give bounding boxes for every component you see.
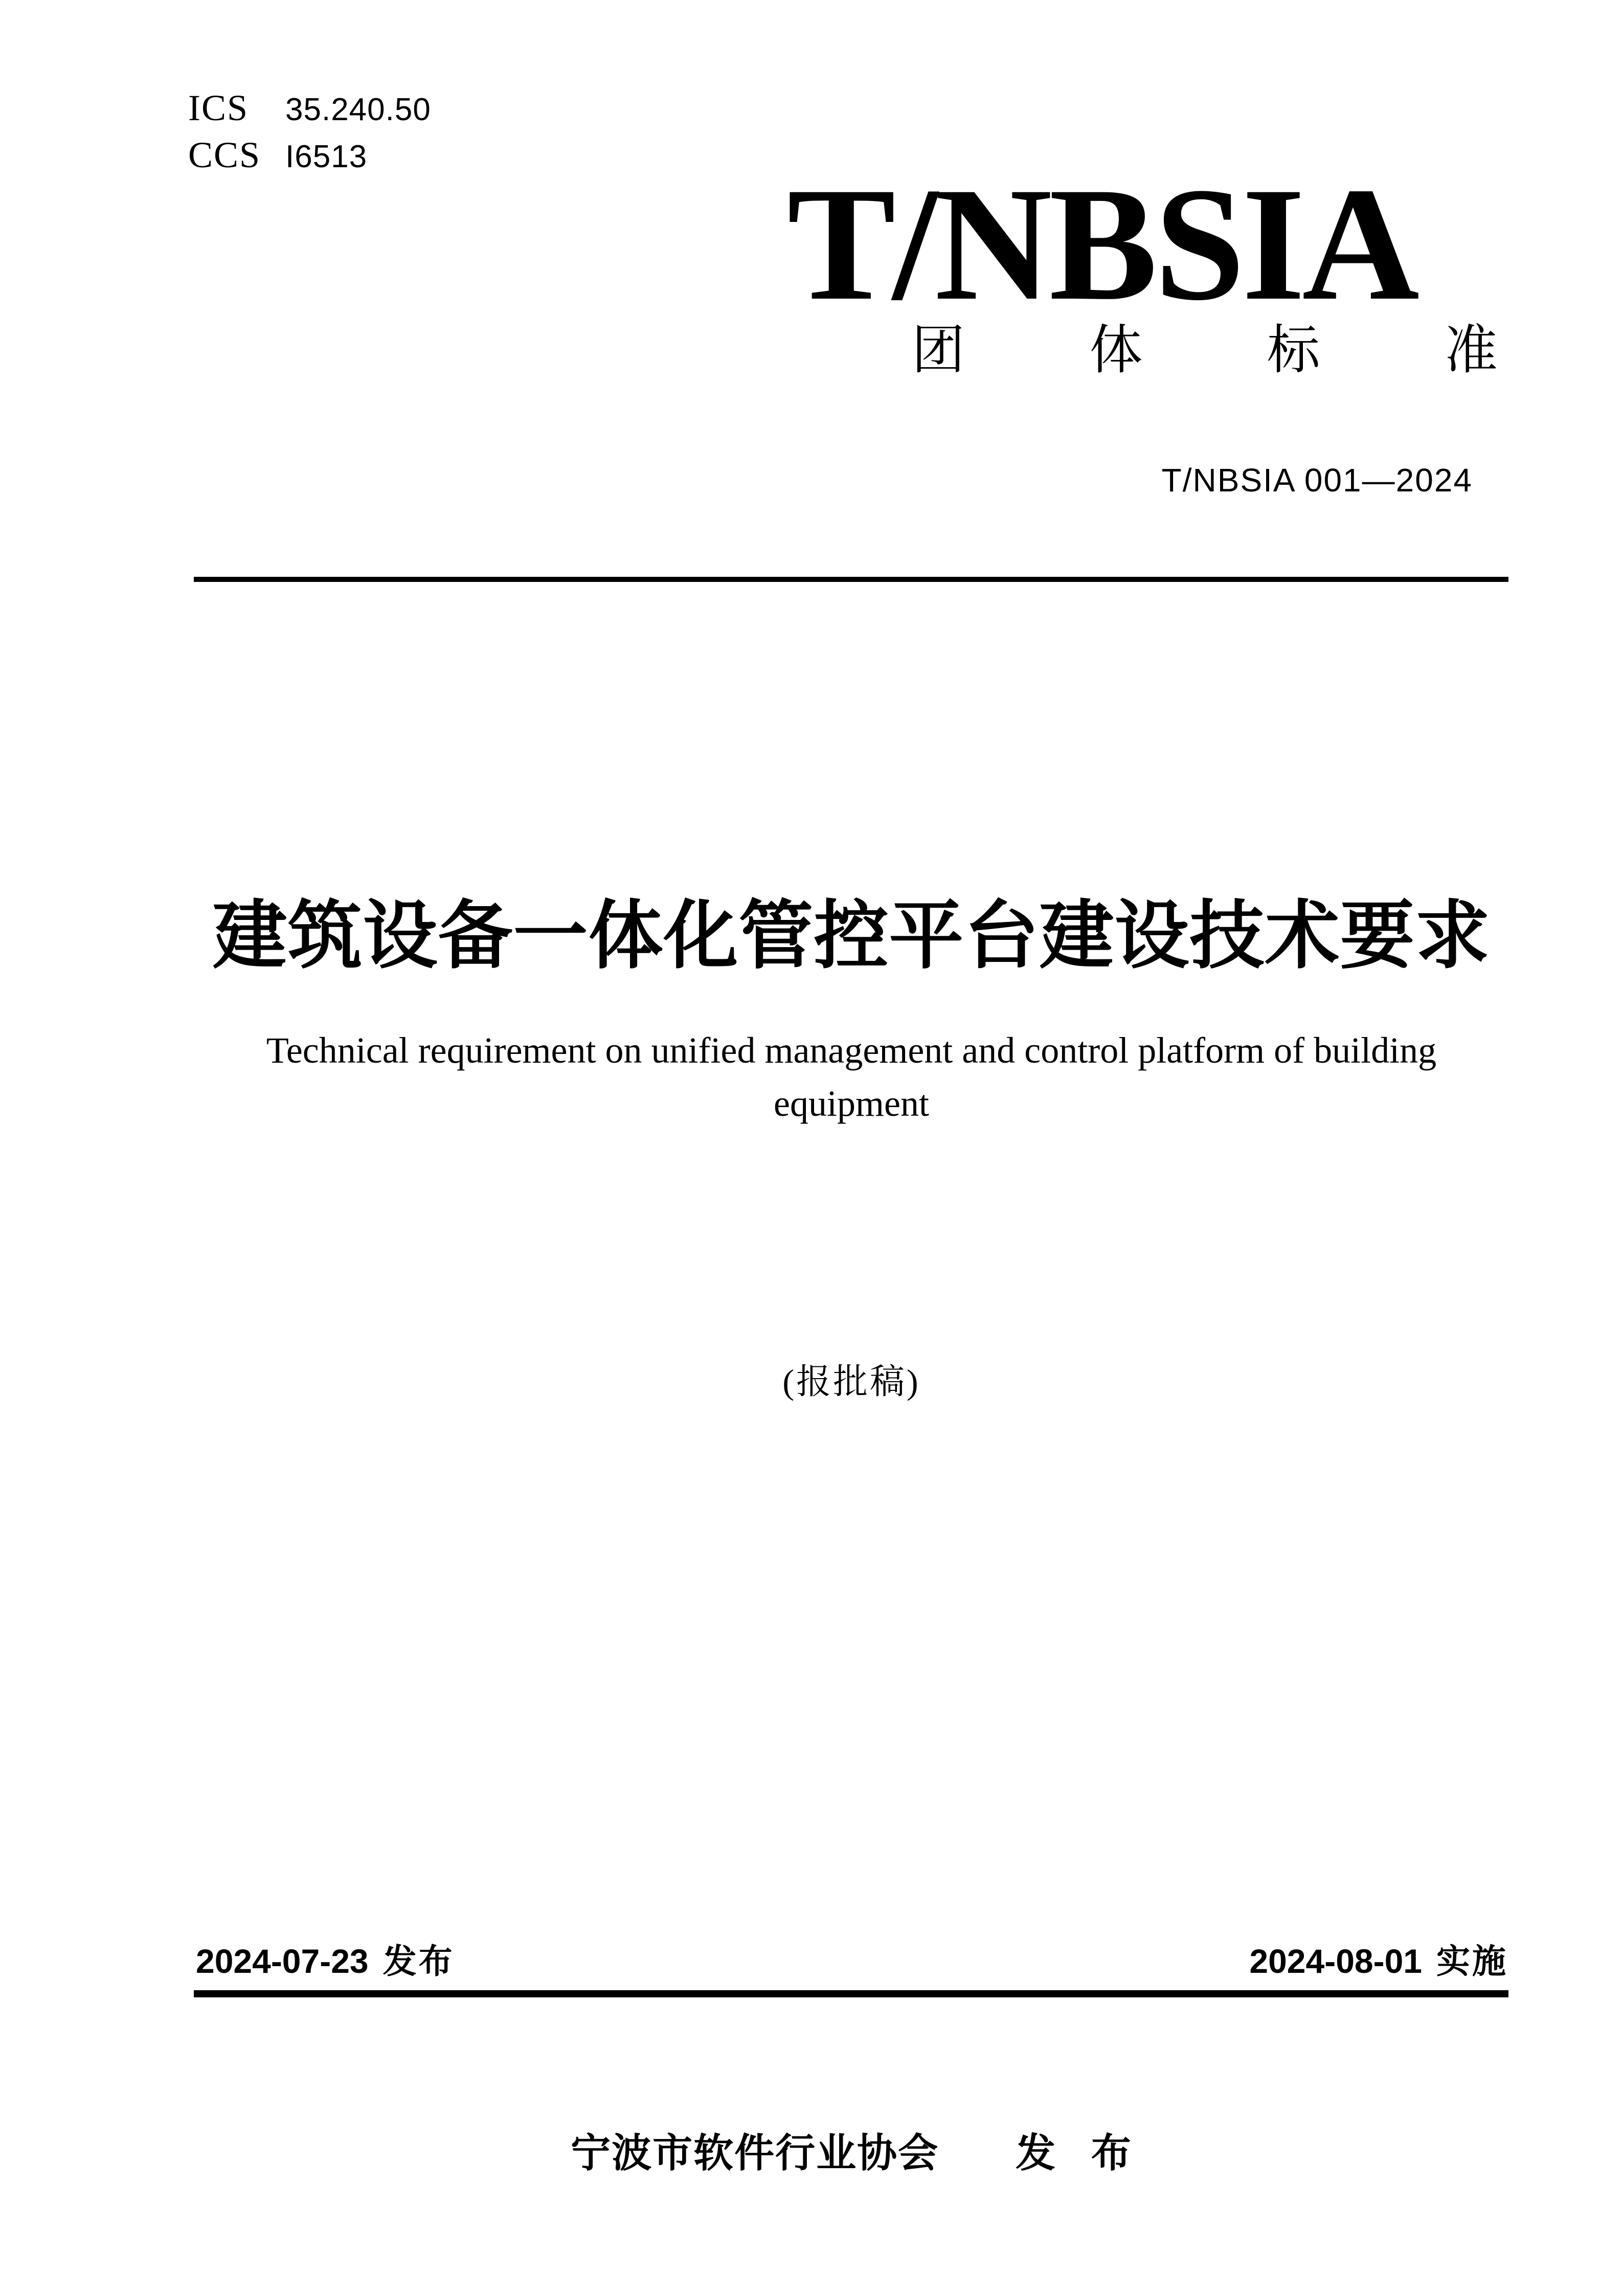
ics-row xyxy=(188,87,431,134)
title-en xyxy=(194,1024,1508,1131)
dates-row xyxy=(196,1934,1508,1983)
implement-date-cell xyxy=(1249,1934,1508,1983)
doc-type-char: 标 xyxy=(1267,321,1320,380)
draft-note: (报批稿) xyxy=(782,1362,920,1401)
issue-date: 2024-07-23 xyxy=(196,1942,369,1980)
ics-value: 35.240.50 xyxy=(285,92,431,127)
ccs-row xyxy=(188,134,431,181)
doc-type-char: 团 xyxy=(912,321,965,380)
issue-label: 发布 xyxy=(382,1942,455,1980)
ccs-label: CCS xyxy=(188,134,261,175)
ccs-value: I6513 xyxy=(285,139,368,174)
ics-label: ICS xyxy=(188,87,249,128)
title-zh: 建筑设备一体化管控平台建设技术要求 xyxy=(212,894,1491,977)
ics-ccs-block xyxy=(188,87,431,181)
publish-label: 发 布 xyxy=(1016,2130,1132,2175)
publisher-row xyxy=(194,2121,1508,2178)
doc-type-char: 准 xyxy=(1444,321,1498,380)
top-rule xyxy=(194,577,1508,582)
issue-date-cell xyxy=(196,1934,455,1983)
publisher-name: 宁波市软件行业协会 xyxy=(571,2130,939,2175)
implement-label: 实施 xyxy=(1436,1942,1508,1980)
implement-date: 2024-08-01 xyxy=(1249,1942,1422,1980)
standard-number: T/NBSIA 001—2024 xyxy=(1161,462,1473,499)
title-en-line2: equipment xyxy=(774,1083,929,1124)
doc-type-row xyxy=(912,321,1498,379)
title-en-line1: Technical requirement on unified management and control platform of building xyxy=(266,1030,1437,1071)
org-logo: T/NBSIA xyxy=(787,154,1416,334)
bottom-rule xyxy=(194,1990,1508,1997)
doc-type-char: 体 xyxy=(1089,321,1143,380)
